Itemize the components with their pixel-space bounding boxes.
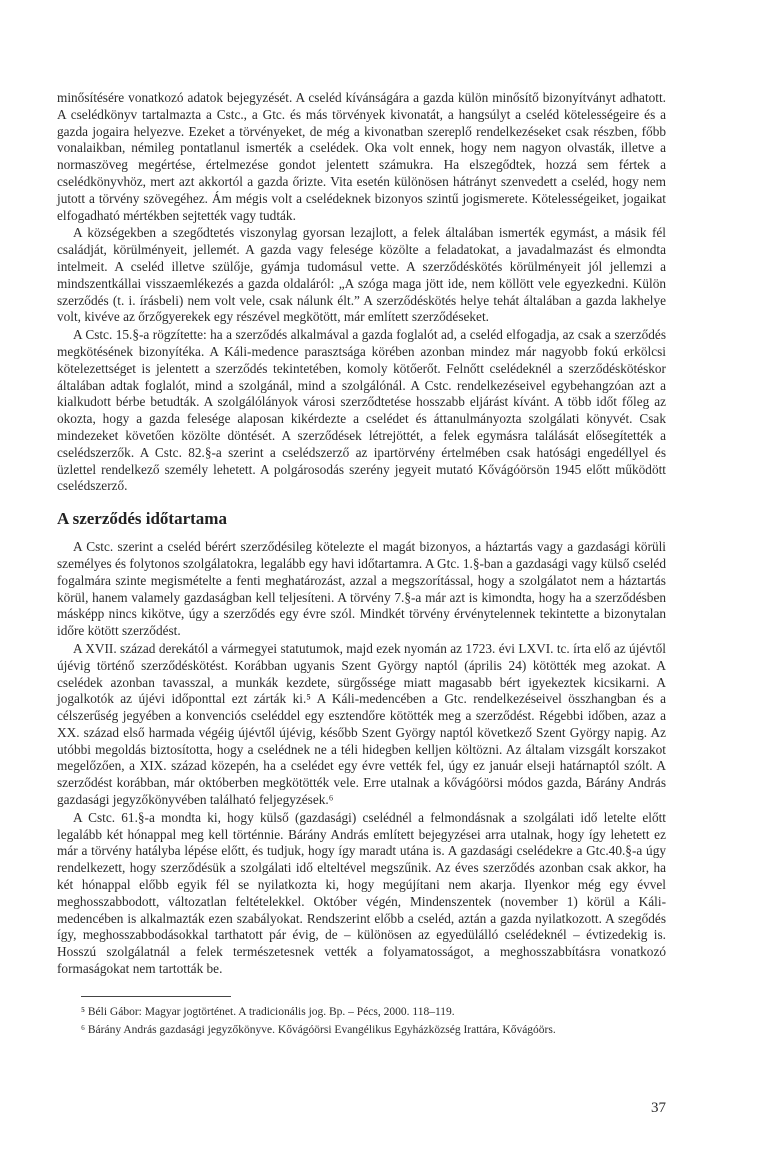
footnote: ⁵ Béli Gábor: Magyar jogtörténet. A tradicionális jog. Bp. – Pécs, 2000. 118–119. bbox=[81, 1005, 455, 1018]
footnote: ⁶ Bárány András gazdasági jegyzőkönyve. Kővágóörsi Evangélikus Egyházközség Irattára, Kővágóörs. bbox=[81, 1023, 556, 1036]
section-heading: A szerződés időtartama bbox=[57, 509, 227, 529]
paragraph: A községekben a szegődtetés viszonylag gyorsan lezajlott, a felek általában ismerték egymást, a másik fél családját, körülményeit, jellemét. A gazda vagy felesége közölte a feladatokat, a javadalmazást és elmondta intelmeit. A cseléd illetve szülője, gyámja tudomásul vette. A szerződéskötés körülményeit jól jellemzi a mindszentkállai visszaemlékezés a gazda oldaláról: „A szóga maga jött ide, nem köllött vele egyezkedni. Külön szerződés (t. i. írásbeli) nem volt vele, csak nálunk élt.” A szerződéskötés helye tehát általában a gazda lakhelye volt, kivéve az őrzőgyerekek egy részével megkötött, már említett szerződéseket. bbox=[57, 225, 666, 325]
page-number: 37 bbox=[651, 1100, 666, 1116]
footnote-divider bbox=[81, 996, 231, 997]
paragraph: A Cstc. szerint a cseléd bérért szerződésileg kötelezte el magát bizonyos, a háztartás vagy a gazdasági körüli személyes és folytonos szolgálatokra, legalább egy havi időtartamra. A Gtc. 1.§-ban a gazdasági vagy külső cseléd fogalmára szinte megismételte a fenti meghatározást, azzal a megszorítással, hogy a szolgálatot nem a háztartás körül, hanem valamely gazdaságban kell teljesíteni. A törvény 7.§-a már azt is kimondta, hogy ha a szerződésben másképp nincs kikötve, úgy a szerződés egy évre szól. Mindkét törvény érvénytelennek tekintette a bizonytalan időre kötött szerződést. bbox=[57, 539, 666, 639]
paragraph: minősítésére vonatkozó adatok bejegyzését. A cseléd kívánságára a gazda külön minősítő bizonyítványt adhatott. A cselédkönyv tartalmazta a Cstc., a Gtc. és más törvények kivonatát, a hangsúlyt a cseléd kötelességeire és a gazda jogaira helyezve. Ezeket a törvényeket, de még a kivonatban szereplő rendelkezéseket csak részben, főbb vonalaikban, némileg pontatlanul ismerték a cselédek. Oka volt ennek, hogy nem nagyon olvasták, illetve a normaszöveg megértése, értelmezése gondot jelentett számukra. Ha elszegődtek, hozzá sem fértek a cselédkönyvhöz, mert azt akkortól a gazda őrizte. Vita esetén különösen hátrányt szenvedett a cseléd, hogy nem jutott a törvény szövegéhez. Ám mégis volt a cselédeknek bizonyos szintű jogismerete. Kötelességeiket, jogaikat elfogadható mértékben sejtették vagy tudták. bbox=[57, 90, 666, 223]
paragraph: A Cstc. 61.§-a mondta ki, hogy külső (gazdasági) cselédnél a felmondásnak a szolgálati idő letelte előtt legalább két hónappal meg kell történnie. Bárány András említett bejegyzései arra utalnak, hogy így lehetett ez már a törvény hatályba lépése előtt, és tudjuk, hogy így maradt utána is. A gazdasági cselédekre a Gtc.40.§-a úgy rendelkezett, hogy szerződésük a szolgálati idő elteltével megszűnik. Az éves szerződés azonban csak akkor, ha két hónappal előbb egyik fél se nyilatkozta ki, hogy megújítani nem akarja. Ilyenkor még egy évvel meghosszabbodott, változatlan feltételekkel. Október végén, Mindenszentek (november 1) körül a Káli-medencében is alkalmazták ezen szabályokat. Rendszerint előbb a cseléd, aztán a gazda nyilatkozott. A szegődés így, meghosszabbodásokkal tarthatott pár évig, de – különösen az egyedülálló cselédeknél – évtizedekig is. Hosszú szolgálatnál a felek természetesnek vették a folyamatosságot, a meghosszabbításra vonatkozó formaságokat nem tartották be. bbox=[57, 809, 666, 977]
paragraph: A XVII. század derekától a vármegyei statutumok, majd ezek nyomán az 1723. évi LXVI. tc. írta elő az újévtől újévig történő szerződéskötést. Korábban ugyanis Szent György naptól (április 24) kötötték meg azokat. A cselédek azonban tavasszal, a munkák kezdete, sürgőssége miatt magasabb bért igyekeztek kicsikarni. A jogalkotók az újévi időponttal ezt zárták ki.⁵ A Káli-medencében a Gtc. rendelkezéseivel összhangban és a célszerűség jegyében a konvenciós cseléddel egy esztendőre kötötték meg a szerződést. Régebbi időben, azaz a XX. század első harmada végéig újévtől újévig, később Szent György naptól következő Szent György napig. Az utóbbi megoldás biztosította, hogy a cselédnek ne a téli hidegben kelljen költözni. Az általam vizsgált korszakot megelőzően, a XIX. század közepén, ha a cselédet egy évre vették fel, úgy ez január elseji határnaptól szólt. A szerződést korábban, már októberben megkötötték vele. Erre utalnak a kővágóörsi módos gazda, Bárány András gazdasági jegyzőkönyvében található feljegyzések.⁶ bbox=[57, 640, 666, 808]
paragraph: A Cstc. 15.§-a rögzítette: ha a szerződés alkalmával a gazda foglalót ad, a cseléd elfogadja, az csak a szerződés megkötésének bizonyítéka. A Káli-medence parasztsága körében azonban mindez már nagyobb fokú erkölcsi kötelezettséget is jelentett a szerződés tekintetében, komoly kötőerőt. Felnőtt cselédeknél a szerződéskötéskor általában adtak foglalót, mind a szolgánál, mind a szolgálónál. A Cstc. rendelkezéseivel egybehangzóan azt a kialkudott bérbe betudták. A szolgálólányok városi szerződtetése hosszabb eljárást kívánt. A több időt főleg az okozta, hogy a gazda felesége alaposan kikérdezte a cselédet és áttanulmányozta szolgálati könyvét. Csak mindezeket követően közölte döntését. A szerződések létrejöttét, a felek egymásra találását elősegítették a cselédszerzők. A Cstc. 82.§-a szerint a cselédszerző az ipartörvény értelmében csak hatósági engedéllyel és üzlettel rendelkező személy lehetett. A polgárosodás szerény jegyeit mutató Kővágóörsön 1945 előtt működött cselédszerző. bbox=[57, 327, 666, 494]
